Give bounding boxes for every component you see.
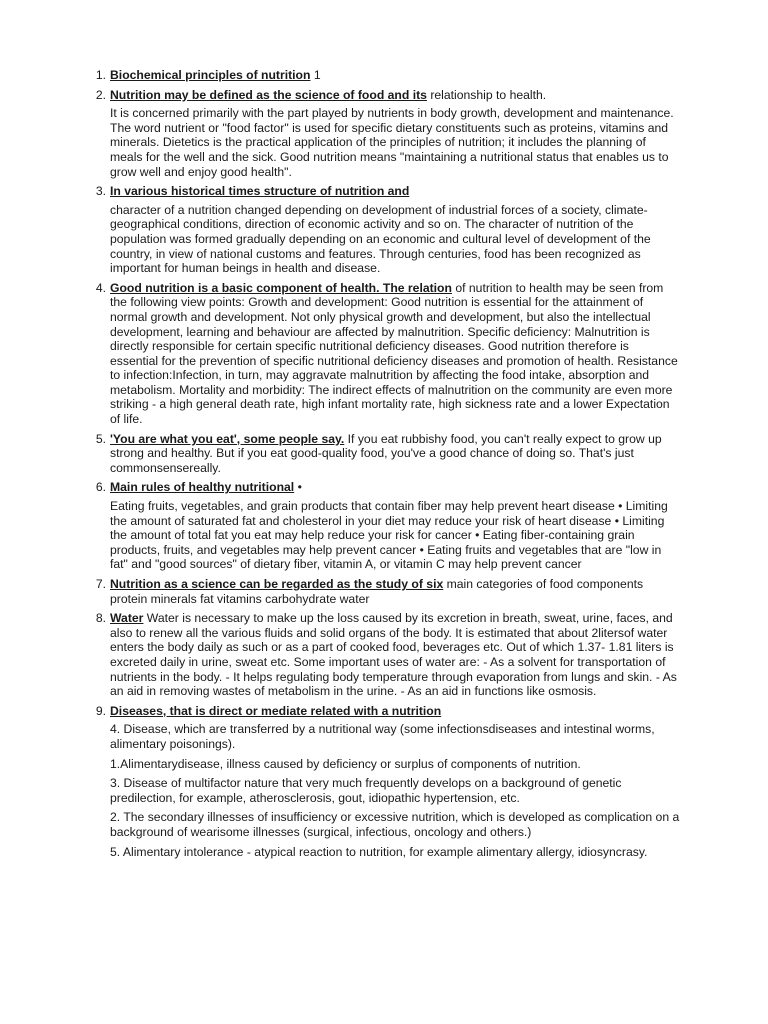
item-paragraph: 4. Disease, which are transferred by a nutritional way (some infectionsdiseases and intestinal worms, alimentary poisonings).: [110, 722, 655, 751]
item-lead: [110, 88, 680, 103]
item-lead: [110, 184, 680, 199]
item-text: If you eat rubbishy food, you can't really expect to grow up strong and healthy. But if you eat good-quality food, you've a good chance of doing so. That's just commonsensereally.: [110, 431, 662, 475]
item-text: relationship to health.: [426, 87, 547, 102]
item-paragraph: Eating fruits, vegetables, and grain products that contain fiber may help prevent heart disease • Limiting the amount of saturated fat and cholesterol in your diet may reduce your risk of heart disease • Limiting the amount of total fat you eat may help reduce your risk for cancer • Eating fiber-containing grain products, fruits, and vegetables may help prevent cancer • Eating fruits and vegetables that are "low in fat" and "good sources" of dietary fiber, vitamin A, or vitamin C may help prevent cancer: [110, 499, 668, 572]
list-item-2: [95, 87, 680, 180]
list-item-7: [95, 577, 680, 606]
item-text: main categories of food components protein minerals fat vitamins carbohydrate water: [110, 577, 644, 606]
list-item-1: [95, 68, 680, 83]
item-text: 1: [310, 68, 321, 82]
item-heading: Nutrition as a science can be regarded as the study of six: [110, 577, 444, 591]
item-paragraph: 5. Alimentary intolerance - atypical reaction to nutrition, for example alimentary allergy, idiosyncrasy.: [110, 844, 648, 859]
item-heading: Biochemical principles of nutrition: [110, 68, 311, 82]
item-paragraph: 3. Disease of multifactor nature that very much frequently develops on a background of genetic predilection, for example, atherosclerosis, gout, idiopathic hypertension, etc.: [110, 776, 622, 805]
item-heading: Diseases, that is direct or mediate related with a nutrition: [110, 703, 442, 718]
item-paragraph: 1.Alimentarydisease, illness caused by deficiency or surplus of components of nutrition.: [110, 756, 581, 771]
list-item-8: [95, 611, 680, 699]
item-number: 1.: [95, 68, 106, 82]
item-number: 6.: [95, 480, 106, 495]
item-number: 5.: [95, 431, 106, 446]
item-heading: Nutrition may be defined as the science of food and its: [110, 87, 427, 102]
item-lead: [110, 432, 680, 476]
item-lead: [110, 611, 680, 699]
numbered-list: [95, 68, 680, 859]
item-number: 3.: [95, 184, 106, 199]
item-lead: [110, 577, 680, 606]
item-paragraph: character of a nutrition changed depending on development of industrial forces of a society, climate-geographical conditions, direction of economic activity and so on. The character of nutrition of the population was formed gradually depending on an economic and cultural level of development of the country, in view of national customs and features. Through centuries, food has been recognized as important for human beings in health and disease.: [110, 202, 651, 276]
item-lead: [110, 281, 680, 427]
item-paragraph: 2. The secondary illnesses of insufficiency or excessive nutrition, which is developed as complication on a background of wearisome illnesses (surgical, infectious, oncology and others.): [110, 810, 680, 839]
item-text: of nutrition to health may be seen from the following view points: Growth and development: Good nutrition is essential for the attainment of normal growth and development. Not only physical growth and development, but also the intellectual development, learning and behaviour are affected by malnutrition. Specific deficiency: Malnutrition is directly responsible for certain specific nutritional deficiency diseases. Good nutrition therefore is essential for the prevention of specific nutritional deficiency diseases and promotion of health. Resistance to infection:Infection, in turn, may aggravate malnutrition by affecting the food intake, absorption and metabolism. Mortality and morbidity: The indirect effects of malnutrition on the community are even more striking - a high general death rate, high infant mortality rate, high sickness rate and a lower Expectation of life.: [110, 280, 678, 427]
item-lead: [110, 704, 680, 719]
list-item-9: [95, 703, 680, 859]
item-heading: 'You are what you eat', some people say.: [110, 431, 345, 446]
item-number: 2.: [95, 87, 106, 102]
item-paragraph: It is concerned primarily with the part played by nutrients in body growth, development and maintenance. The word nutrient or "food factor" is used for specific dietary constituents such as proteins, vitamins and minerals. Dietetics is the practical application of the principles of nutrition; it includes the planning of meals for the well and the sick. Good nutrition means "maintaining a nutritional status that enables us to grow well and enjoy good health".: [110, 106, 674, 179]
item-number: 4.: [95, 280, 106, 295]
item-number: 7.: [95, 577, 106, 591]
list-item-5: [95, 431, 680, 476]
item-heading: Main rules of healthy nutritional: [110, 480, 295, 495]
item-lead: [110, 68, 680, 83]
item-number: 9.: [95, 703, 106, 718]
item-heading: In various historical times structure of nutrition and: [110, 184, 410, 199]
list-item-3: [95, 184, 680, 276]
item-lead: [110, 480, 680, 495]
item-heading: Good nutrition is a basic component of health. The relation: [110, 280, 452, 295]
list-item-6: [95, 480, 680, 572]
item-text: Water is necessary to make up the loss caused by its excretion in breath, sweat, urine, faces, and also to renew all the various fluids and solid organs of the body. It is estimated that about 2litersof water enters the body daily as such or as a part of cooked food, beverages etc. Out of which 1.37- 1.81 liters is excreted daily in urine, sweat etc. Some important uses of water are: - As a solvent for transportation of nutrients in the body. - It helps regulating body temperature through evaporation from lungs and skin. - As an aid in removing wastes of metabolism in the urine. - As an aid in functions like osmosis.: [110, 611, 677, 699]
item-text: •: [294, 480, 302, 495]
item-number: 8.: [95, 611, 106, 626]
list-item-4: [95, 280, 680, 427]
item-heading: Water: [110, 611, 144, 626]
